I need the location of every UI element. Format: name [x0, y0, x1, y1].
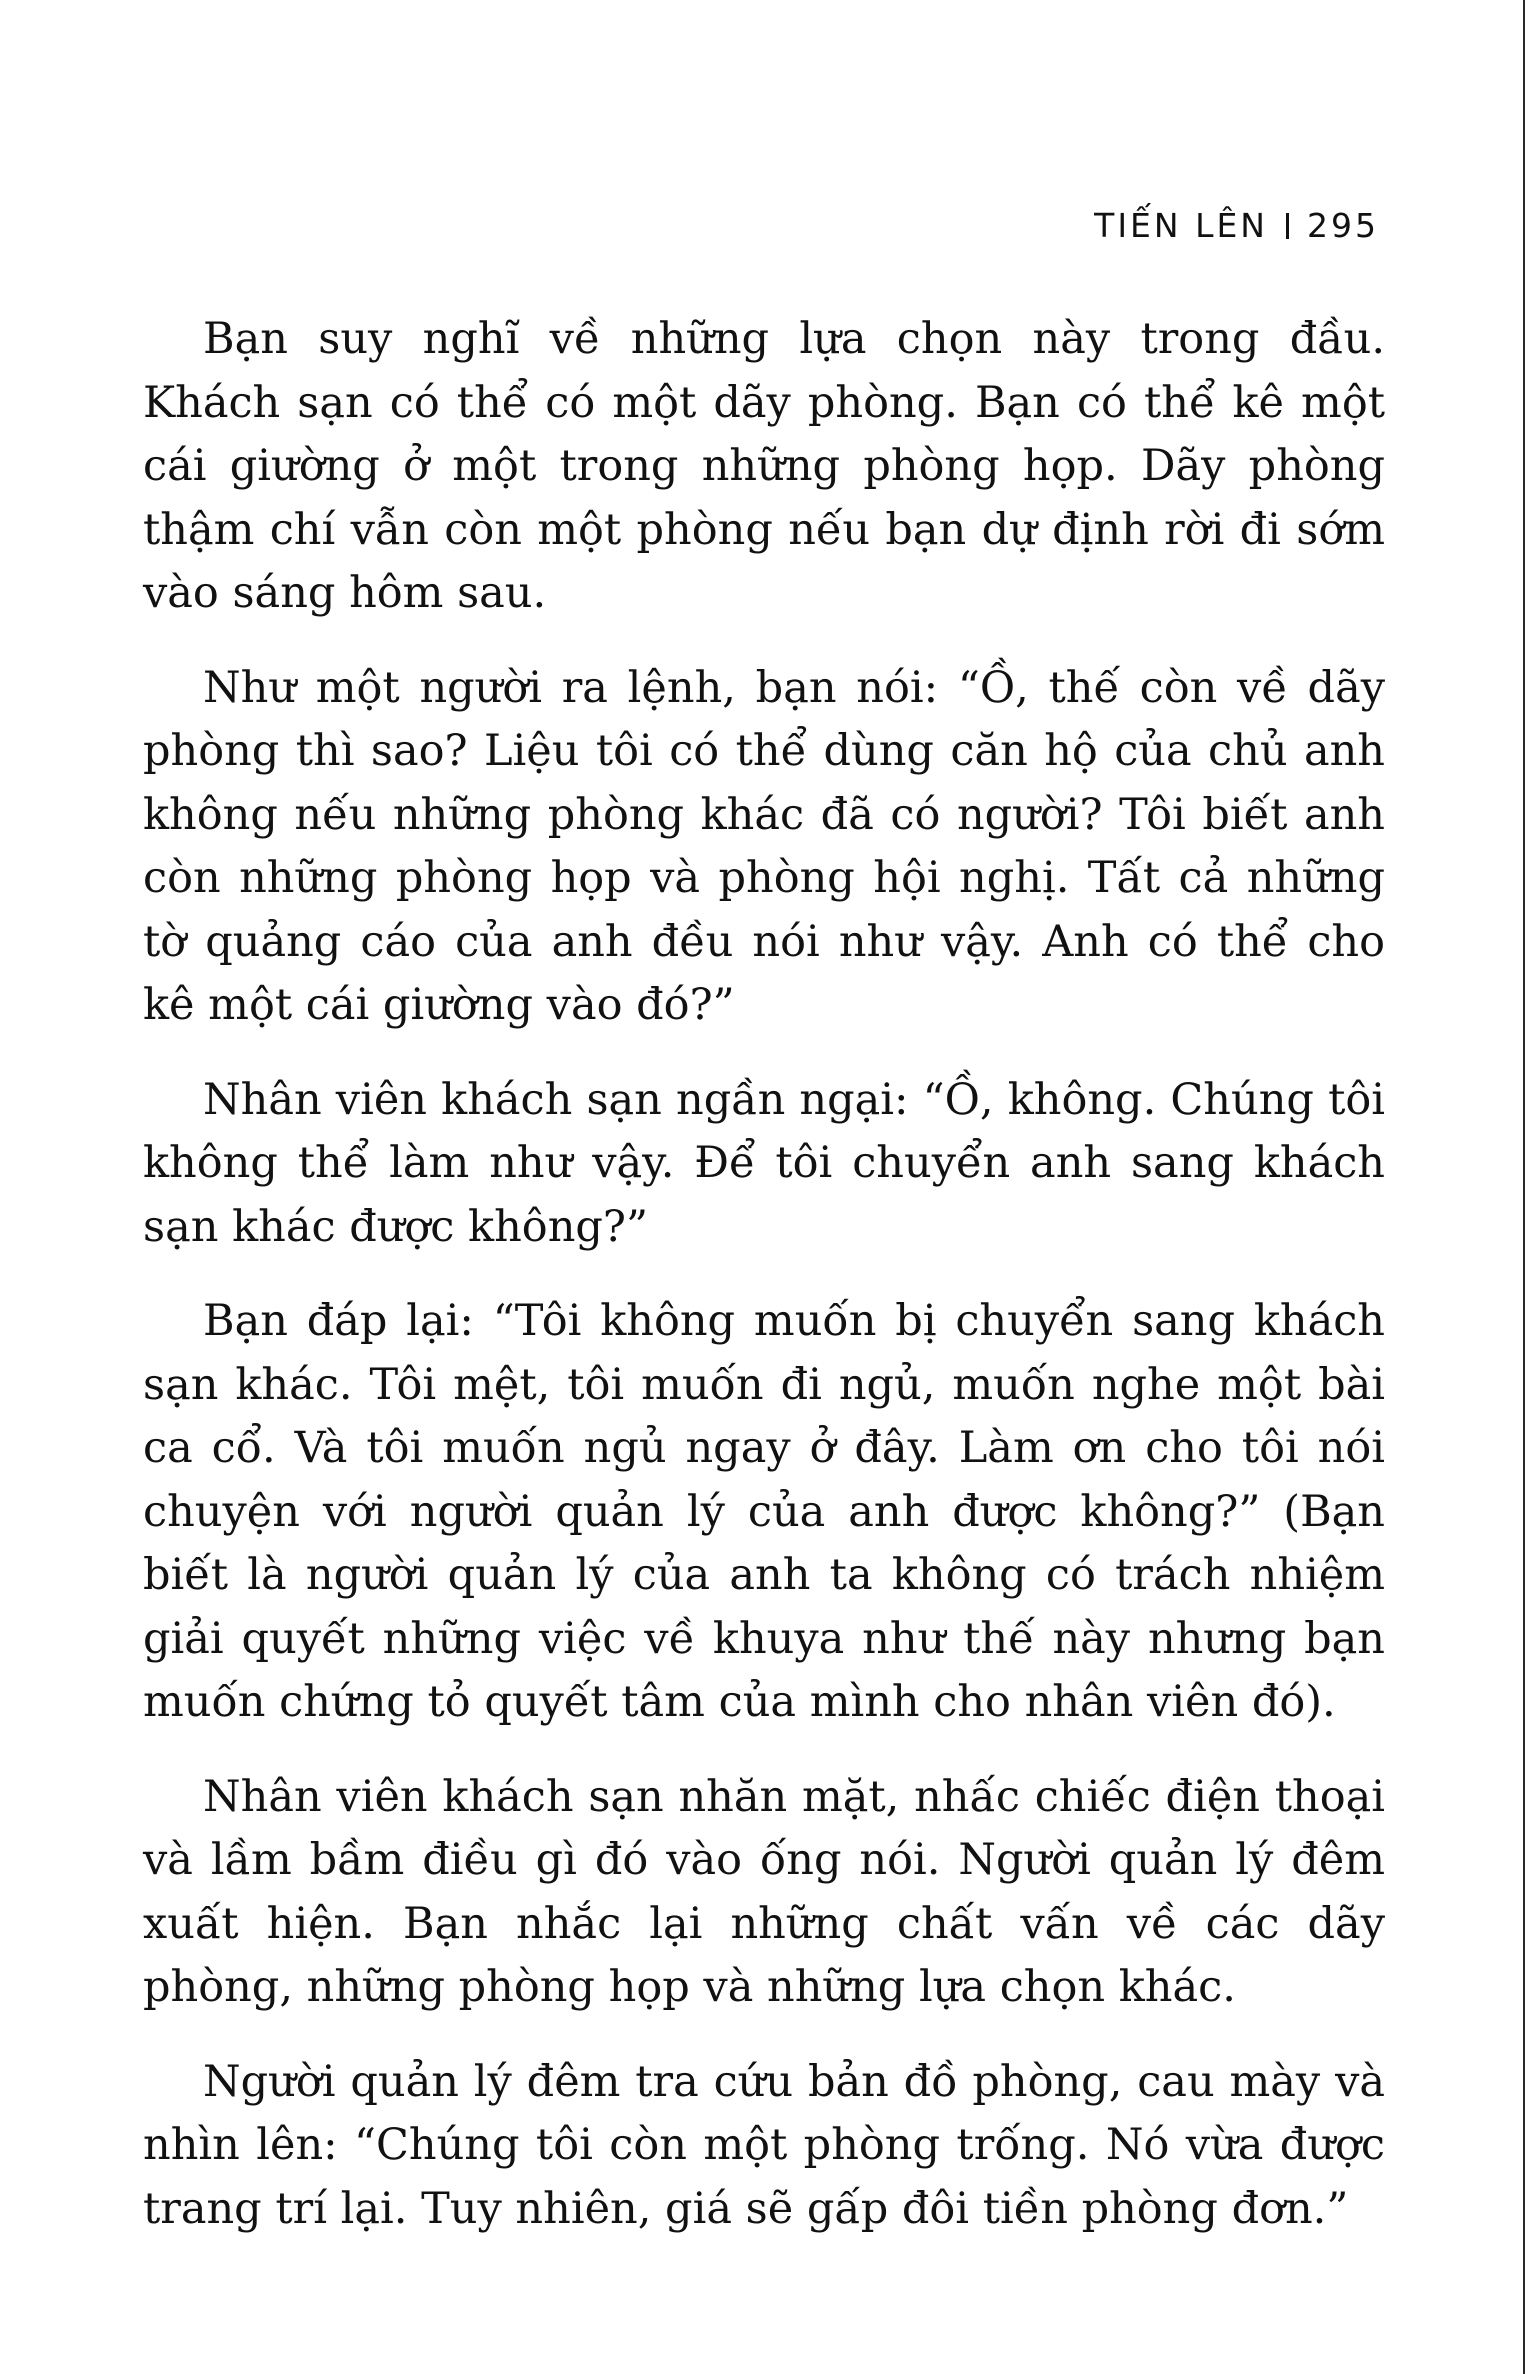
- chapter-title: TIẾN LÊN: [1094, 206, 1268, 245]
- header-separator: [1286, 213, 1289, 239]
- paragraph: Bạn suy nghĩ về những lựa chọn này trong đầu. Khách sạn có thể có một dãy phòng. Bạn có thể kê một cái giường ở một trong những phòng họp. Dãy phòng thậm chí vẫn còn một phòng nếu bạn dự định rời đi sớm vào sáng hôm sau.: [143, 314, 1385, 618]
- paragraph: Nhân viên khách sạn ngần ngại: “Ồ, không. Chúng tôi không thể làm như vậy. Để tôi chuyển anh sang khách sạn khác được không?”: [143, 1074, 1385, 1252]
- running-header: [1094, 206, 1379, 245]
- page-edge-line: [1523, 0, 1525, 2374]
- paragraph: Như một người ra lệnh, bạn nói: “Ồ, thế còn về dãy phòng thì sao? Liệu tôi có thể dùng căn hộ của chủ anh không nếu những phòng khác đã có người? Tôi biết anh còn những phòng họp và phòng hội nghị. Tất cả những tờ quảng cáo của anh đều nói như vậy. Anh có thể cho kê một cái giường vào đó?”: [143, 662, 1385, 1030]
- paragraph: Người quản lý đêm tra cứu bản đồ phòng, cau mày và nhìn lên: “Chúng tôi còn một phòng trống. Nó vừa được trang trí lại. Tuy nhiên, giá sẽ gấp đôi tiền phòng đơn.”: [143, 2056, 1385, 2234]
- body-text: [143, 308, 1385, 2272]
- page-number: 295: [1307, 206, 1379, 245]
- paragraph: Nhân viên khách sạn nhăn mặt, nhấc chiếc điện thoại và lầm bầm điều gì đó vào ống nói. Người quản lý đêm xuất hiện. Bạn nhắc lại những chất vấn về các dãy phòng, những phòng họp và những lựa chọn khác.: [143, 1771, 1385, 2012]
- paragraph: Bạn đáp lại: “Tôi không muốn bị chuyển sang khách sạn khác. Tôi mệt, tôi muốn đi ngủ, muốn nghe một bài ca cổ. Và tôi muốn ngủ ngay ở đây. Làm ơn cho tôi nói chuyện với người quản lý của anh được không?” (Bạn biết là người quản lý của anh ta không có trách nhiệm giải quyết những việc về khuya như thế này nhưng bạn muốn chứng tỏ quyết tâm của mình cho nhân viên đó).: [143, 1296, 1385, 1727]
